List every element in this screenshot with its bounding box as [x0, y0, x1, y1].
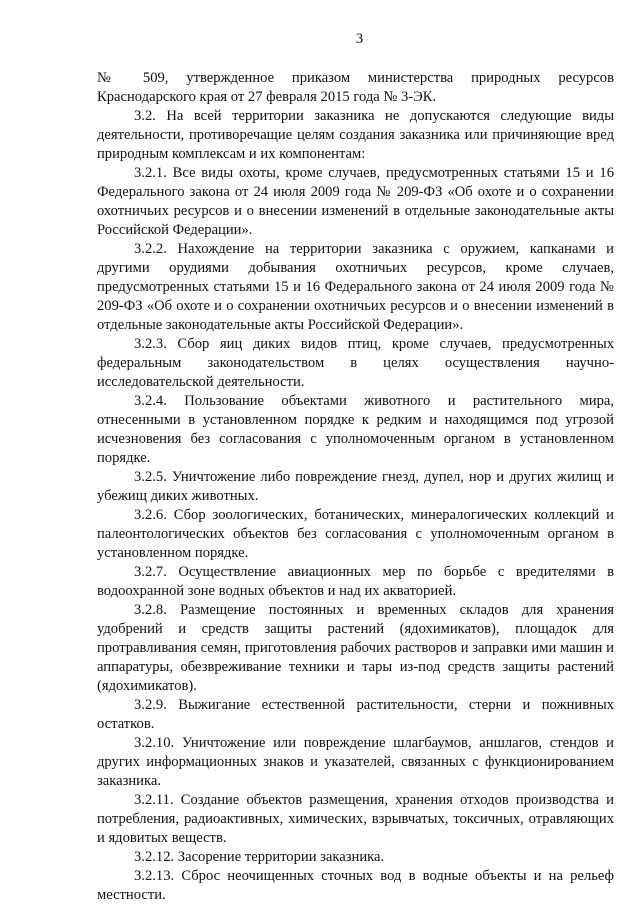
paragraph: 3.2.8. Размещение постоянных и временных складов для хранения удобрений и средств защиты растений (ядохимикатов), площадок для протравливания семян, приготовления рабочих растворов и заправки ими машин и аппаратуры, обезвреживание техники и тары из-под средств защиты растений (ядохимикатов). [97, 602, 614, 694]
paragraph: 3.2.1. Все виды охоты, кроме случаев, предусмотренных статьями 15 и 16 Федерального закона от 24 июля 2009 года № 209-ФЗ «Об охоте и о сохранении охотничьих ресурсов и о внесении изменений в отдельные законодательные акты Российской Федерации». [97, 165, 614, 238]
paragraph: 3.2.5. Уничтожение либо повреждение гнезд, дупел, нор и других жилищ и убежищ диких животных. [97, 469, 614, 504]
paragraph: 3.2. На всей территории заказника не допускаются следующие виды деятельности, противоречащие целям создания заказника или причиняющие вред природным комплексам и их компонентам: [97, 108, 614, 162]
paragraph: 3.2.13. Сброс неочищенных сточных вод в водные объекты и на рельеф местности. [97, 868, 614, 903]
paragraph: 3.2.3. Сбор яиц диких видов птиц, кроме случаев, предусмотренных федеральным законодательством в целях осуществления научно-исследовательской деятельности. [97, 336, 614, 390]
paragraph: 3.2.4. Пользование объектами животного и растительного мира, отнесенными в установленном порядке к редким и находящимся под угрозой исчезновения без согласования с уполномоченным органом в установленном порядке. [97, 393, 614, 466]
paragraph: № 509, утвержденное приказом министерства природных ресурсов Краснодарского края от 27 февраля 2015 года № 3-ЭК. [97, 70, 614, 105]
paragraph: 3.2.2. Нахождение на территории заказника с оружием, капканами и другими орудиями добывания охотничьих ресурсов, кроме случаев, предусмотренных статьями 15 и 16 Федерального закона от 24 июля 2009 года № 209-ФЗ «Об охоте и о сохранении охотничьих ресурсов и о внесении изменений в отдельные законодательные акты Российской Федерации». [97, 241, 614, 333]
paragraph: 3.2.12. Засорение территории заказника. [134, 849, 385, 865]
paragraph: 3.2.9. Выжигание естественной растительности, стерни и пожнивных остатков. [97, 697, 614, 732]
page-number: 3 [355, 31, 364, 47]
paragraph: 3.2.11. Создание объектов размещения, хранения отходов производства и потребления, радиоактивных, химических, взрывчатых, токсичных, отравляющих и ядовитых веществ. [97, 792, 614, 846]
paragraph: 3.2.6. Сбор зоологических, ботанических, минералогических коллекций и палеонтологических объектов без согласования с уполномоченным органом в установленном порядке. [97, 507, 614, 561]
paragraph: 3.2.7. Осуществление авиационных мер по борьбе с вредителями в водоохранной зоне водных объектов и над их акваторией. [97, 564, 614, 599]
paragraph: 3.2.10. Уничтожение или повреждение шлагбаумов, аншлагов, стендов и других информационных знаков и указателей, связанных с функционированием заказника. [97, 735, 614, 789]
